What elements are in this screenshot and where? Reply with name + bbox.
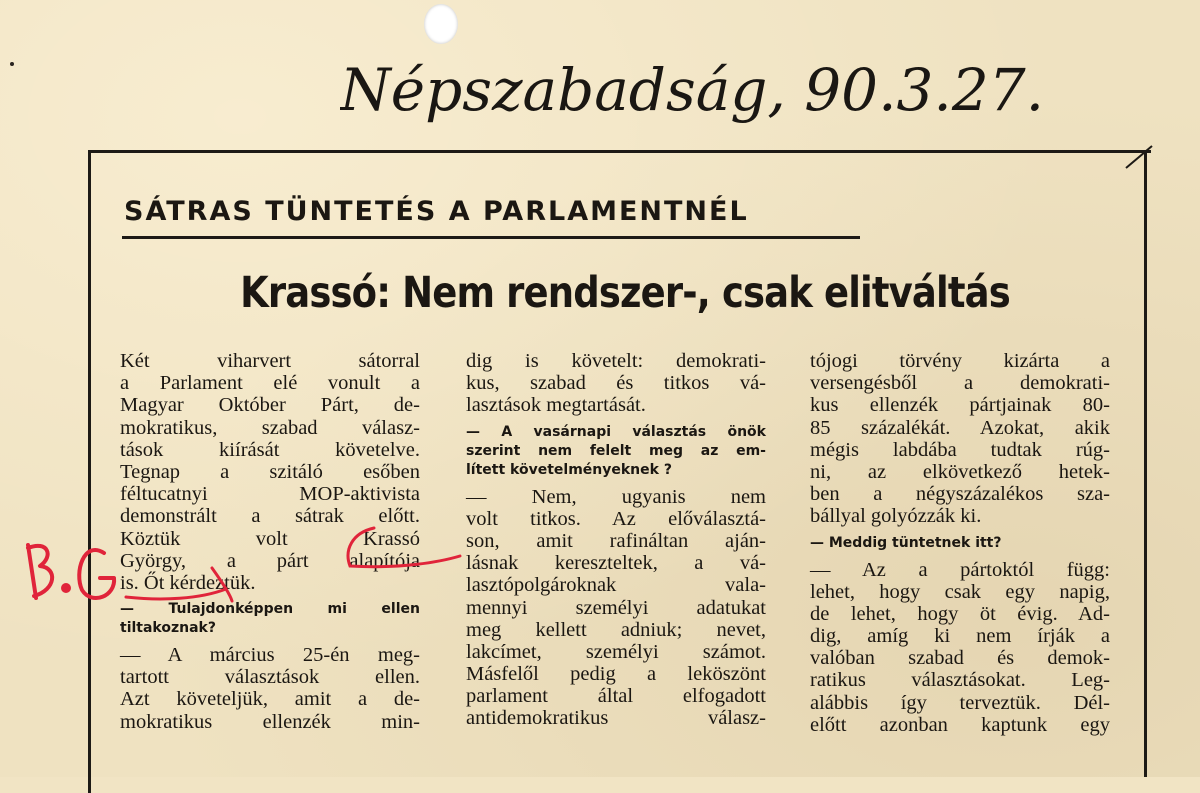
text-line: dig, amíg ki nem írják a (810, 625, 1110, 648)
interview-question: tiltakoznak? (120, 620, 216, 637)
text-line: meg kellett adniuk; nevet, (466, 618, 766, 641)
text-line: kus ellenzék pártjainak 80- (810, 394, 1110, 417)
text-line: alábbis így terveztük. Dél- (810, 691, 1110, 714)
text-line: György, a párt alapítója (120, 549, 420, 572)
text-line: bállyal golyózzák ki. (810, 505, 982, 528)
interview-question: szerint nem felelt meg az em- (466, 442, 766, 459)
article-column-1 (120, 350, 420, 733)
text-line: antidemokratikus válasz- (466, 707, 766, 730)
text-line: lakcímet, személyi számot. (466, 640, 766, 663)
text-line: lásnak kereszteltek, a vá- (466, 552, 766, 575)
kicker-underline (122, 236, 860, 239)
interview-question: — Tulajdonképpen mi ellen (120, 601, 420, 618)
text-line: ratikus választásokat. Leg- (810, 669, 1110, 692)
text-line: — Nem, ugyanis nem (466, 485, 766, 508)
text-line: 85 százalékát. Azokat, akik (810, 416, 1110, 439)
text-line: Tegnap a szitáló esőben (120, 460, 420, 483)
article-column-2 (466, 350, 766, 730)
text-line: lasztópolgároknak vala- (466, 574, 766, 597)
text-line: Köztük volt Krassó (120, 527, 420, 550)
text-line: is. Őt kérdeztük. (120, 571, 256, 594)
text-line: a Parlament elé vonult a (120, 372, 420, 395)
text-line: mégis labdába tudtak rúg- (810, 438, 1110, 461)
interview-question: — A vasárnapi választás önök (466, 423, 766, 440)
article-column-3 (810, 350, 1110, 736)
text-line: demonstrált a sátrak előtt. (120, 505, 420, 528)
article-kicker: SÁTRAS TÜNTETÉS A PARLAMENTNÉL (124, 196, 749, 227)
text-line: Magyar Október Párt, de- (120, 394, 420, 417)
text-line: mokratikus, szabad válasz- (120, 416, 420, 439)
text-line: — Az a pártoktól függ: (810, 558, 1110, 581)
text-line: dig is követelt: demokrati- (466, 350, 766, 372)
punch-hole (424, 4, 458, 44)
text-line: — A március 25-én meg- (120, 644, 420, 667)
text-line: Azt követeljük, amit a de- (120, 688, 420, 711)
text-line: ni, az elkövetkező hetek- (810, 460, 1110, 483)
text-line: tások kiírását követelve. (120, 438, 420, 461)
text-line: Másfelől pedig a leköszönt (466, 663, 766, 686)
text-line: volt titkos. Az előválasztá- (466, 507, 766, 530)
text-line: előtt azonban kaptunk egy (810, 713, 1110, 736)
text-line: lasztások megtartását. (466, 394, 646, 417)
text-line: lehet, hogy csak egy napig, (810, 580, 1110, 603)
text-line: kus, szabad és titkos vá- (466, 372, 766, 395)
text-line: valóban szabad és demok- (810, 647, 1110, 670)
text-line: mokratikus ellenzék min- (120, 710, 420, 733)
text-line: ben a négyszázalékos sza- (810, 483, 1110, 506)
text-line: parlament által elfogadott (466, 685, 766, 708)
article-headline: Krassó: Nem rendszer-, csak elitváltás (240, 268, 1010, 318)
handwritten-source-note (340, 40, 1100, 130)
interview-question: — Meddig tüntetnek itt? (810, 534, 1002, 551)
text-line: mennyi személyi adatukat (466, 596, 766, 619)
text-line: son, amit rafináltan aján- (466, 529, 766, 552)
svg-text:Népszabadság, 90.3.27.: Népszabadság, 90.3.27. (340, 56, 1045, 124)
clipping-frame-right (1144, 150, 1147, 777)
text-line: tójogi törvény kizárta a (810, 350, 1110, 372)
text-line: féltucatnyi MOP-aktivista (120, 483, 420, 506)
text-line: de lehet, hogy öt évig. Ad- (810, 602, 1110, 625)
text-line: tartott választások ellen. (120, 666, 420, 689)
text-line: versengésből a demokrati- (810, 372, 1110, 395)
text-line: Két viharvert sátorral (120, 350, 420, 372)
interview-question: lített követelményeknek ? (466, 461, 672, 478)
